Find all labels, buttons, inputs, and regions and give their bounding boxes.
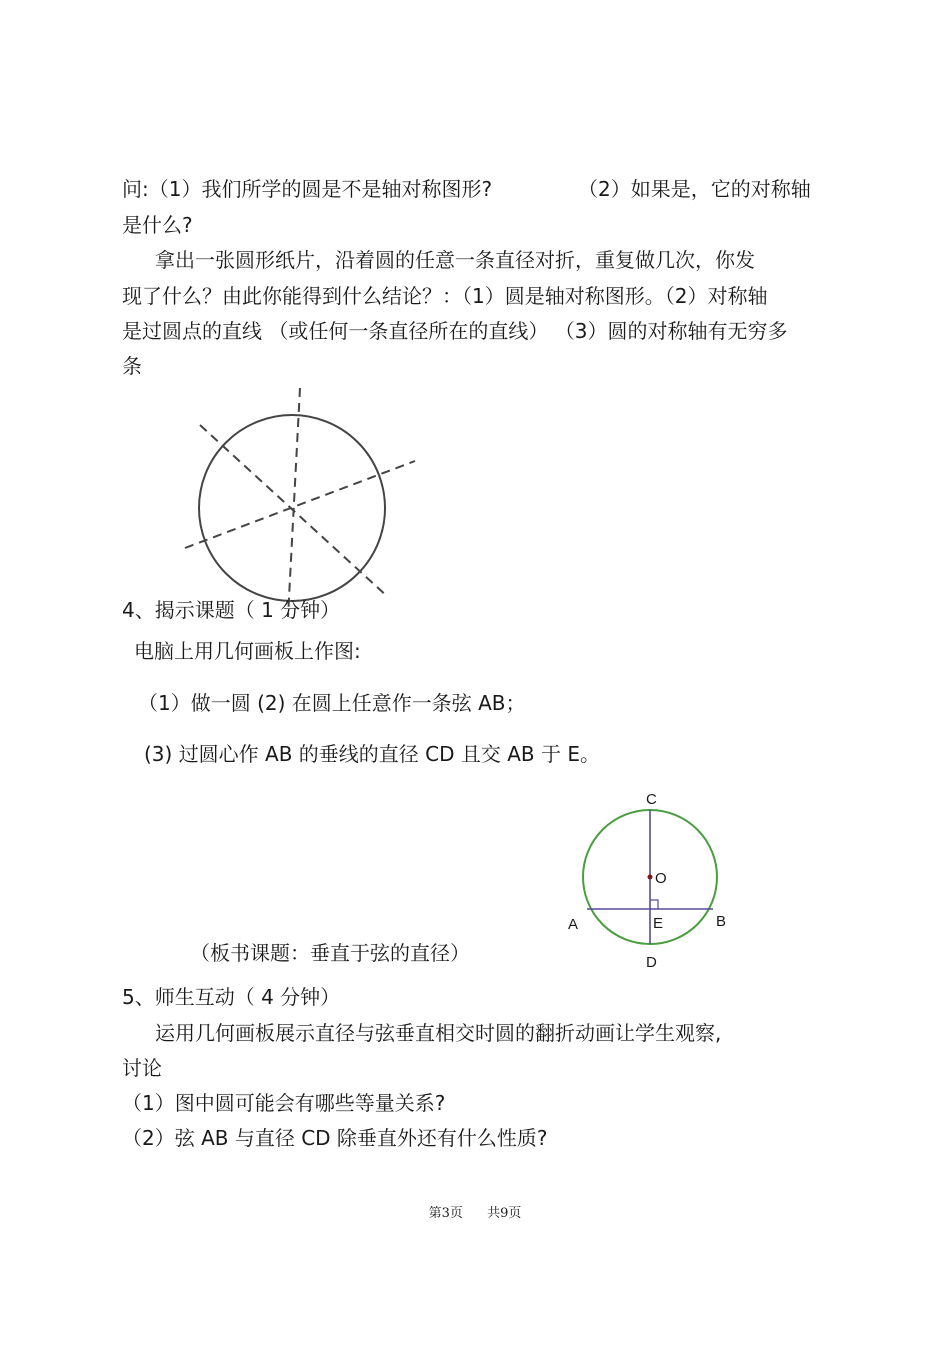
section-5-line-2: 讨论 bbox=[122, 1056, 162, 1080]
dashed-axis-diagonal bbox=[200, 425, 388, 597]
question-line-4: 现了什么？由此你能得到什么结论？：（1）圆是轴对称图形。（2）对称轴 bbox=[122, 284, 768, 308]
section-5-question-2: （2）弦 AB 与直径 CD 除垂直外还有什么性质? bbox=[122, 1126, 548, 1150]
question-line-6: 条 bbox=[122, 354, 142, 378]
section-4-intro: 电脑上用几何画板上作图: bbox=[134, 639, 361, 663]
label-o: O bbox=[655, 870, 667, 887]
question-line-5: 是过圆点的直线 （或任何一条直径所在的直线） （3）圆的对称轴有无穷多 bbox=[122, 319, 788, 343]
center-point-o bbox=[648, 875, 653, 880]
label-e: E bbox=[653, 915, 664, 932]
question-line-1a: 问:（1）我们所学的圆是不是轴对称图形? bbox=[122, 177, 493, 201]
section-4-step-1: （1）做一圆 (2) 在圆上任意作一条弦 AB； bbox=[138, 691, 526, 715]
question-line-1b: （2）如果是，它的对称轴 bbox=[578, 177, 811, 201]
section-4-step-2: (3) 过圆心作 AB 的垂线的直径 CD 且交 AB 于 E。 bbox=[144, 742, 600, 766]
label-b: B bbox=[716, 913, 727, 930]
section-4-heading: 4、揭示课题（ 1 分钟） bbox=[122, 598, 341, 622]
label-a: A bbox=[568, 916, 579, 933]
question-line-3: 拿出一张圆形纸片，沿着圆的任意一条直径对折，重复做几次，你发 bbox=[155, 248, 755, 272]
question-line-2: 是什么? bbox=[122, 213, 193, 237]
section-5-question-1: （1）图中圆可能会有哪些等量关系? bbox=[122, 1091, 446, 1115]
chord-diameter-figure bbox=[560, 785, 750, 975]
page-total: 共9页 bbox=[487, 1206, 522, 1221]
page-footer bbox=[0, 1202, 950, 1221]
section-5-line-1: 运用几何画板展示直径与弦垂直相交时圆的翻折动画让学生观察, bbox=[155, 1021, 722, 1045]
section-5-heading: 5、师生互动（ 4 分钟） bbox=[122, 985, 341, 1009]
label-c: C bbox=[646, 791, 657, 808]
label-d: D bbox=[646, 954, 657, 971]
circle-symmetry-figure bbox=[180, 385, 420, 620]
dashed-axis-vertical bbox=[288, 388, 300, 617]
board-title: （板书课题：垂直于弦的直径） bbox=[190, 941, 470, 965]
page-number: 第3页 bbox=[428, 1206, 463, 1221]
right-angle-marker bbox=[650, 900, 658, 909]
